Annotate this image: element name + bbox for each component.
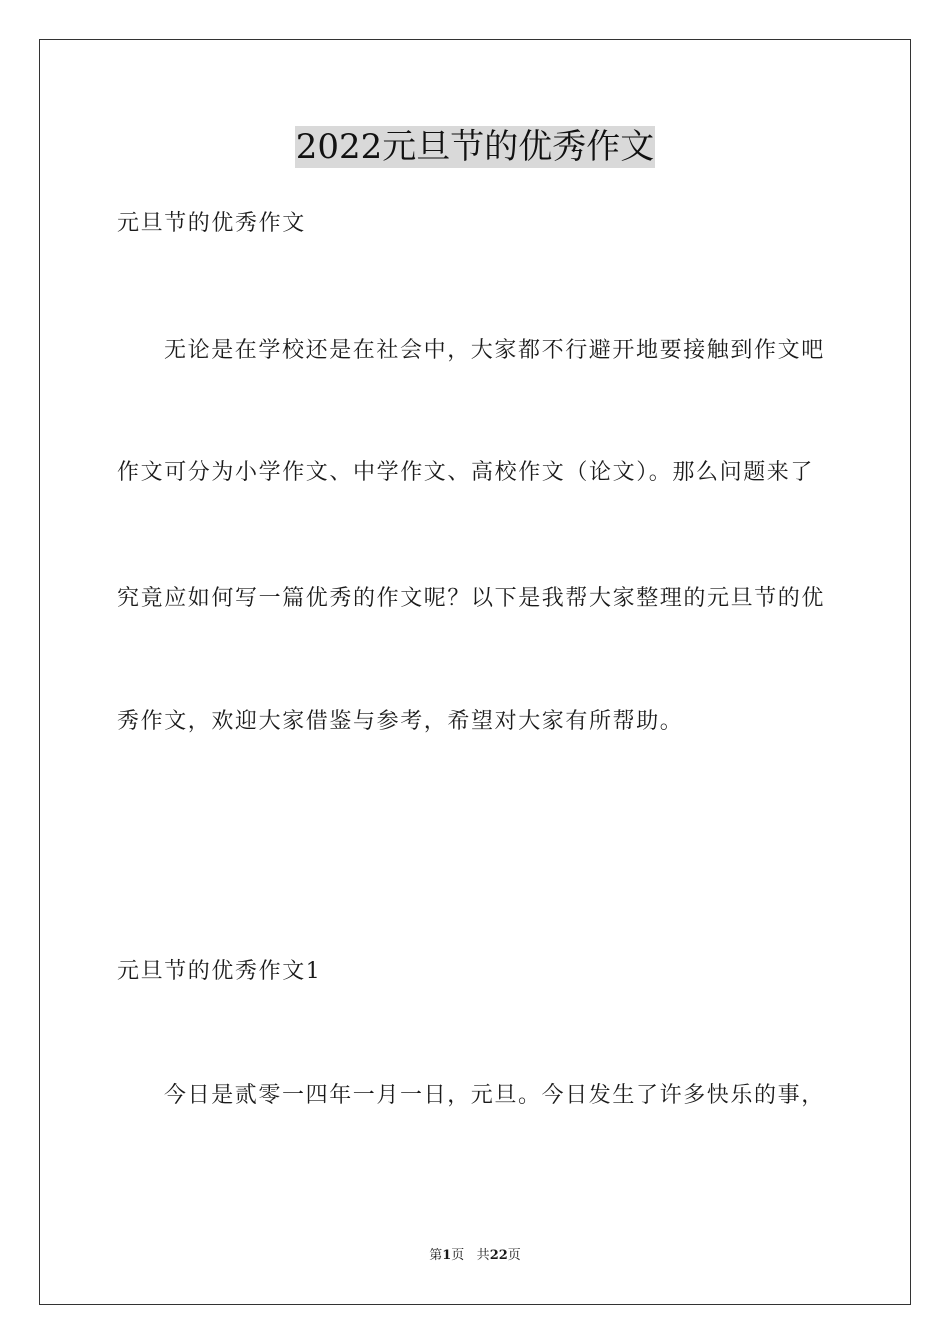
intro-line: 秀作文，欢迎大家借鉴与参考，希望对大家有所帮助。 (117, 709, 684, 734)
intro-line: 作文可分为小学作文、中学作文、高校作文（论文）。那么问题来了 (117, 460, 815, 485)
total-prefix: 共 (476, 1248, 490, 1263)
page-suffix: 页 (451, 1248, 465, 1263)
page-prefix: 第 (429, 1248, 443, 1263)
page-footer (0, 1247, 950, 1265)
page-number: 1 (442, 1248, 452, 1263)
document-title: 2022元旦节的优秀作文 (295, 127, 655, 167)
total-pages: 22 (489, 1248, 508, 1263)
section-heading: 元旦节的优秀作文1 (117, 959, 322, 984)
title-container (0, 126, 950, 168)
document-subtitle: 元旦节的优秀作文 (117, 211, 306, 236)
intro-line: 无论是在学校还是在社会中，大家都不行避开地要接触到作文吧 (164, 338, 825, 363)
total-suffix: 页 (507, 1248, 521, 1263)
section-line: 今日是贰零一四年一月一日，元旦。今日发生了许多快乐的事， (164, 1083, 825, 1108)
intro-line: 究竟应如何写一篇优秀的作文呢？以下是我帮大家整理的元旦节的优 (117, 586, 826, 611)
